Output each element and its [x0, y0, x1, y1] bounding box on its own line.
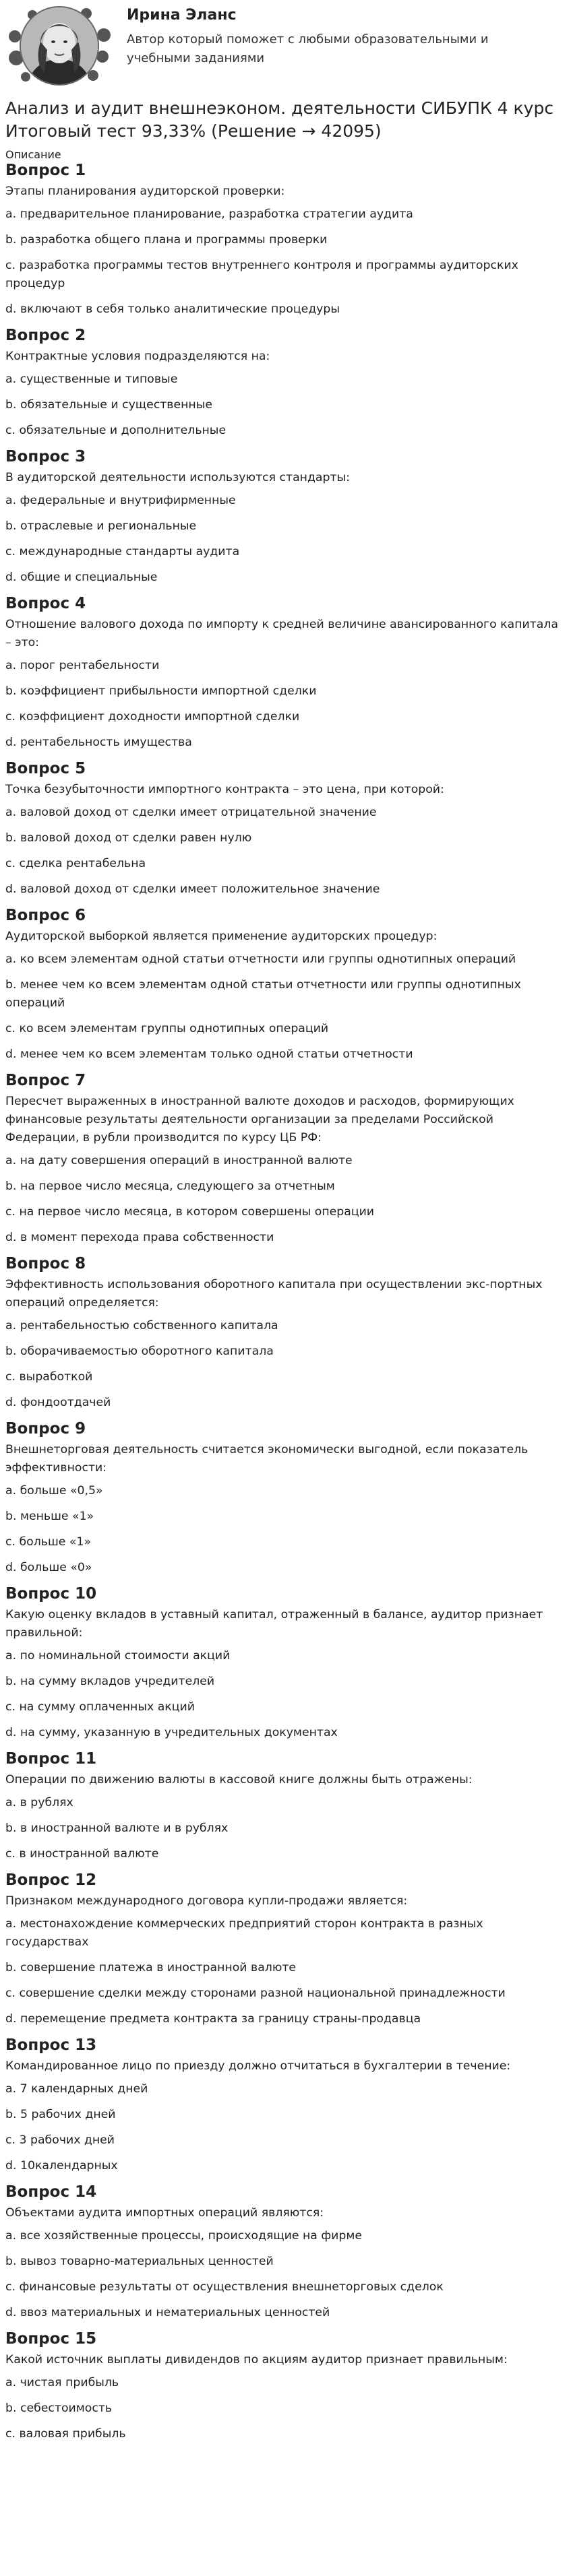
answer-option: a. существенные и типовые: [5, 373, 178, 386]
question-text: Аудиторской выборкой является применение аудиторских процедур:: [5, 930, 438, 943]
description-label: Описание: [5, 148, 61, 161]
answer-option: b. себестоимость: [5, 2402, 113, 2415]
question-text: Точка безубыточности импортного контракта – это цена, при которой:: [5, 783, 444, 796]
question-block: [5, 1584, 566, 1742]
question-heading: Вопрос 5: [5, 760, 86, 777]
answer-option: d. перемещение предмета контракта за границу страны-продавца: [5, 2012, 421, 2026]
answer-option: b. вывоз товарно-материальных ценностей: [5, 2255, 274, 2268]
author-header: [5, 3, 566, 93]
question-heading: Вопрос 2: [5, 327, 86, 344]
answer-option: d. 10календарных: [5, 2159, 118, 2172]
answer-option: d. ввоз материальных и нематериальных ценностей: [5, 2306, 330, 2319]
question-heading: Вопрос 8: [5, 1255, 86, 1273]
question-heading: Вопрос 1: [5, 162, 86, 179]
answer-option: a. местонахождение коммерческих предприятий сторон контракта в разных государствах: [5, 1917, 483, 1949]
answer-option: b. на первое число месяца, следующего за отчетным: [5, 1180, 335, 1193]
question-text: Контрактные условия подразделяются на:: [5, 350, 270, 363]
answer-option: b. менее чем ко всем элементам одной статьи отчетности или группы однотипных операций: [5, 978, 521, 1010]
author-info: [127, 3, 531, 68]
answer-option: c. на первое число месяца, в котором совершены операции: [5, 1205, 375, 1219]
answer-option: a. все хозяйственные процессы, происходящие на фирме: [5, 2229, 363, 2243]
question-heading: Вопрос 7: [5, 1072, 86, 1089]
question-block: [5, 906, 566, 1064]
question-block: [5, 594, 566, 752]
question-block: [5, 1749, 566, 1863]
question-text: Эффективность использования оборотного капитала при осуществлении экс-портных операций определяется:: [5, 1278, 543, 1310]
answer-option: c. обязательные и дополнительные: [5, 424, 227, 437]
question-heading: Вопрос 10: [5, 1585, 97, 1603]
answer-option: c. коэффициент доходности импортной сделки: [5, 710, 300, 723]
question-heading: Вопрос 11: [5, 1750, 97, 1768]
question-heading: Вопрос 12: [5, 1871, 97, 1889]
answer-option: a. 7 календарных дней: [5, 2082, 148, 2096]
question-block: [5, 1254, 566, 1412]
answer-option: a. по номинальной стоимости акций: [5, 1649, 231, 1663]
answer-option: b. совершение платежа в иностранной валюте: [5, 1961, 297, 1974]
question-text: Командированное лицо по приезду должно отчитаться в бухгалтерии в течение:: [5, 2059, 511, 2073]
question-block: [5, 1071, 566, 1247]
question-heading: Вопрос 6: [5, 907, 86, 924]
answer-option: a. рентабельностью собственного капитала: [5, 1319, 278, 1332]
answer-option: a. предварительное планирование, разработка стратегии аудита: [5, 207, 413, 221]
question-text: Отношение валового дохода по импорту к средней величине авансированного капитала – это:: [5, 618, 559, 649]
answer-option: a. больше «0,5»: [5, 1484, 103, 1498]
answer-option: d. в момент перехода права собственности: [5, 1231, 274, 1244]
question-heading: Вопрос 3: [5, 448, 86, 465]
question-block: [5, 2036, 566, 2175]
question-text: Какую оценку вкладов в уставный капитал, отраженный в балансе, аудитор признает правильной:: [5, 1608, 543, 1640]
question-text: Пересчет выраженных в иностранной валюте доходов и расходов, формирующих финансовые результаты деятельности организации за пределами Российской Федерации, в рубли производится по курсу ЦБ РФ:: [5, 1095, 514, 1145]
question-text: В аудиторской деятельности используются стандарты:: [5, 471, 351, 484]
answer-option: b. меньше «1»: [5, 1510, 94, 1523]
answer-option: a. федеральные и внутрифирменные: [5, 494, 236, 507]
answer-option: a. чистая прибыль: [5, 2376, 119, 2389]
answer-option: c. валовая прибыль: [5, 2427, 126, 2441]
answer-option: b. разработка общего плана и программы проверки: [5, 233, 328, 247]
question-heading: Вопрос 15: [5, 2330, 97, 2348]
question-heading: Вопрос 14: [5, 2183, 97, 2201]
document-title: Анализ и аудит внешнеэконом. деятельности СИБУПК 4 курс Итоговый тест 93,33% (Решение → 42095): [5, 98, 554, 141]
question-block: [5, 1871, 566, 2028]
question-block: [5, 447, 566, 587]
question-text: Объектами аудита импортных операций являются:: [5, 2206, 324, 2220]
answer-option: d. включают в себя только аналитические процедуры: [5, 302, 340, 316]
answer-option: c. разработка программы тестов внутреннего контроля и программы аудиторских процедур: [5, 259, 518, 290]
question-heading: Вопрос 9: [5, 1420, 86, 1438]
question-text: Внешнеторговая деятельность считается экономически выгодной, если показатель эффективности:: [5, 1443, 529, 1475]
answer-option: d. больше «0»: [5, 1561, 92, 1574]
answer-option: d. фондоотдачей: [5, 1396, 111, 1409]
answer-option: d. валовой доход от сделки имеет положительное значение: [5, 882, 380, 896]
question-block: [5, 326, 566, 440]
answer-option: c. выработкой: [5, 1370, 93, 1384]
answer-option: c. больше «1»: [5, 1535, 92, 1549]
portrait-icon: [5, 3, 113, 89]
answer-option: c. 3 рабочих дней: [5, 2133, 115, 2147]
question-heading: Вопрос 4: [5, 595, 86, 612]
question-block: [5, 759, 566, 899]
question-block: [5, 2329, 566, 2443]
answer-option: b. коэффициент прибыльности импортной сделки: [5, 684, 317, 698]
answer-option: d. рентабельность имущества: [5, 736, 192, 749]
answer-option: b. отраслевые и региональные: [5, 519, 197, 533]
question-list: [5, 161, 566, 2443]
author-name: Ирина Эланс: [127, 7, 237, 24]
question-text: Операции по движению валюты в кассовой книге должны быть отражены:: [5, 1773, 473, 1786]
answer-option: c. на сумму оплаченных акций: [5, 1700, 195, 1714]
answer-option: c. сделка рентабельна: [5, 857, 146, 870]
answer-option: c. в иностранной валюте: [5, 1847, 159, 1861]
answer-option: b. на сумму вкладов учредителей: [5, 1675, 215, 1688]
answer-option: c. финансовые результаты от осуществления внешнеторговых сделок: [5, 2280, 444, 2294]
question-block: [5, 161, 566, 319]
answer-option: b. 5 рабочих дней: [5, 2108, 116, 2121]
question-block: [5, 1419, 566, 1577]
question-text: Какой источник выплаты дивидендов по акциям аудитор признает правильным:: [5, 2353, 508, 2366]
answer-option: d. общие и специальные: [5, 571, 158, 584]
answer-option: c. совершение сделки между сторонами разной национальной принадлежности: [5, 1987, 506, 2000]
question-text: Этапы планирования аудиторской проверки:: [5, 185, 285, 198]
author-description: Автор который поможет с любыми образовательными и учебными заданиями: [127, 32, 489, 65]
question-heading: Вопрос 13: [5, 2036, 97, 2054]
answer-option: a. на дату совершения операций в иностранной валюте: [5, 1154, 353, 1167]
answer-option: a. порог рентабельности: [5, 659, 160, 672]
answer-option: b. валовой доход от сделки равен нулю: [5, 831, 252, 845]
answer-option: d. на сумму, указанную в учредительных документах: [5, 1726, 338, 1739]
question-block: [5, 2183, 566, 2322]
answer-option: d. менее чем ко всем элементам только одной статьи отчетности: [5, 1048, 413, 1061]
answer-option: c. международные стандарты аудита: [5, 545, 240, 558]
answer-option: b. в иностранной валюте и в рублях: [5, 1822, 229, 1835]
question-text: Признаком международного договора купли-продажи является:: [5, 1894, 408, 1908]
answer-option: a. ко всем элементам одной статьи отчетности или группы однотипных операций: [5, 953, 516, 966]
answer-option: b. оборачиваемостью оборотного капитала: [5, 1345, 274, 1358]
answer-option: a. в рублях: [5, 1796, 73, 1809]
answer-option: c. ко всем элементам группы однотипных операций: [5, 1022, 329, 1035]
answer-option: a. валовой доход от сделки имеет отрицательной значение: [5, 806, 377, 819]
answer-option: b. обязательные и существенные: [5, 398, 212, 412]
